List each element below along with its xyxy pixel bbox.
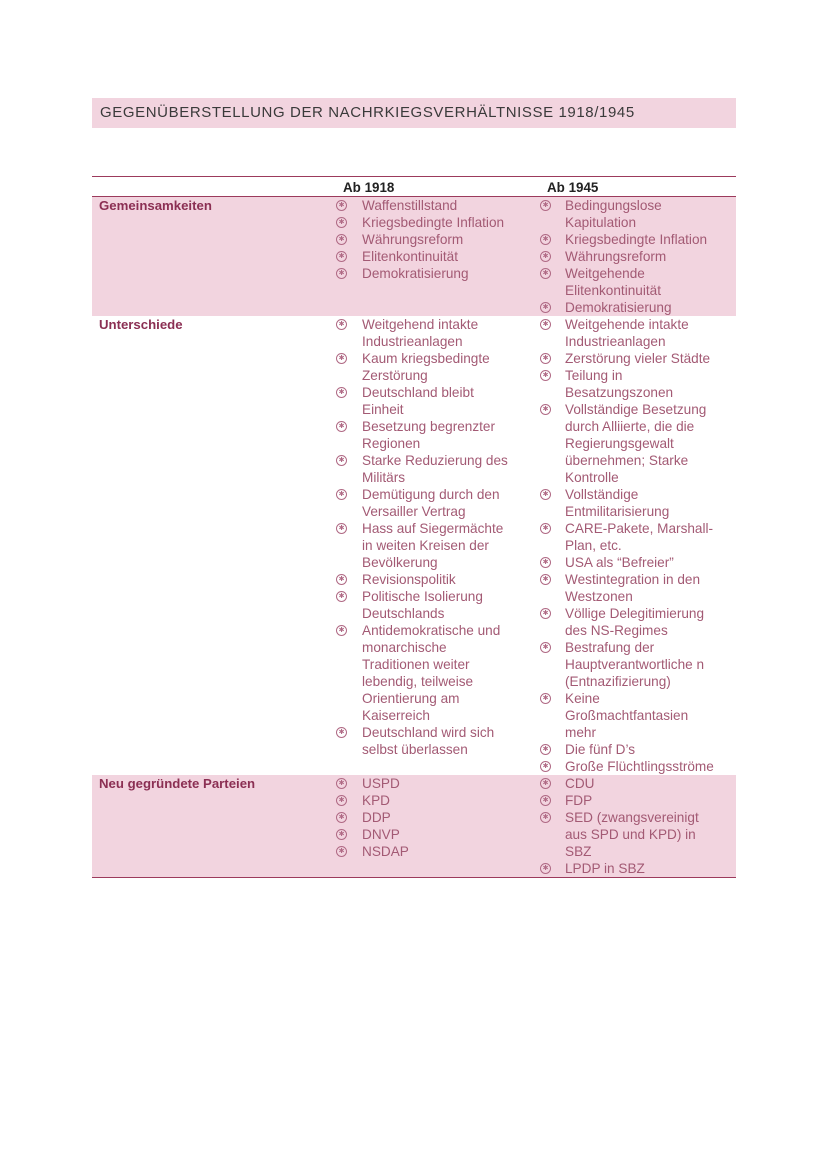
list-item	[333, 809, 511, 826]
asterisk-circle-icon: ✱	[540, 268, 551, 279]
list-item	[539, 486, 717, 520]
header-empty	[92, 177, 324, 197]
asterisk-circle-icon: ✱	[336, 234, 347, 245]
list-item	[539, 809, 717, 860]
asterisk-circle-icon: ✱	[336, 268, 347, 279]
asterisk-circle-icon: ✱	[540, 302, 551, 313]
asterisk-circle-icon: ✱	[540, 642, 551, 653]
row-label-neu-gegründete-parteien: Neu gegründete Parteien	[92, 775, 324, 878]
list-item-text: Vollständige Entmilitarisierung	[565, 487, 670, 519]
list-item-text: USA als “Befreier”	[565, 555, 674, 570]
table-row	[92, 775, 736, 878]
table-header-row	[92, 177, 736, 197]
title-bar	[92, 98, 736, 128]
list-item-text: Kriegsbedingte Inflation	[362, 215, 505, 230]
cell-ab-1918	[324, 316, 542, 775]
asterisk-circle-icon: ✱	[336, 200, 347, 211]
list-item	[333, 622, 511, 724]
list-item-text: Bedingungslose Kapitulation	[565, 198, 662, 230]
list-item-text: Besetzung begrenzter Regionen	[362, 419, 496, 451]
table-row	[92, 316, 736, 775]
header-ab-1945: Ab 1945	[542, 177, 736, 197]
list-item-text: Kriegsbedingte Inflation	[565, 232, 708, 247]
asterisk-circle-icon: ✱	[336, 387, 347, 398]
table-row	[92, 197, 736, 317]
list-item-text: Elitenkontinuität	[362, 249, 458, 264]
list-item	[333, 520, 511, 571]
header-ab-1918: Ab 1918	[324, 177, 542, 197]
list-item-text: Keine Großmachtfantasien mehr	[565, 691, 689, 740]
list-item	[539, 316, 717, 350]
list-item	[333, 418, 511, 452]
asterisk-circle-icon: ✱	[336, 727, 347, 738]
asterisk-circle-icon: ✱	[540, 404, 551, 415]
list-item-text: Starke Reduzierung des Militärs	[362, 453, 508, 485]
asterisk-circle-icon: ✱	[540, 812, 551, 823]
list-item	[333, 775, 511, 792]
list-item-text: DDP	[362, 810, 391, 825]
list-item	[539, 248, 717, 265]
list-item	[539, 265, 717, 299]
list-item	[333, 350, 511, 384]
list-item	[333, 826, 511, 843]
list-item-text: Teilung in Besatzungszonen	[565, 368, 674, 400]
list-item	[539, 571, 717, 605]
asterisk-circle-icon: ✱	[540, 370, 551, 381]
list-item-text: Demokratisierung	[565, 300, 672, 315]
asterisk-circle-icon: ✱	[336, 217, 347, 228]
list-item	[539, 520, 717, 554]
asterisk-circle-icon: ✱	[336, 421, 347, 432]
list-item-text: Vollständige Besetzung durch Alliierte, die die Regierungsgewalt übernehmen; Starke Kontrolle	[565, 402, 707, 485]
list-item	[333, 486, 511, 520]
list-item	[539, 775, 717, 792]
list-item-text: Demokratisierung	[362, 266, 469, 281]
asterisk-circle-icon: ✱	[336, 353, 347, 364]
list-item-text: DNVP	[362, 827, 400, 842]
list-item	[539, 639, 717, 690]
asterisk-circle-icon: ✱	[336, 523, 347, 534]
list-item-text: Zerstörung vieler Städte	[565, 351, 711, 366]
list-item	[333, 571, 511, 588]
list-item	[539, 690, 717, 741]
asterisk-circle-icon: ✱	[336, 846, 347, 857]
list-item	[539, 197, 717, 231]
asterisk-circle-icon: ✱	[336, 625, 347, 636]
asterisk-circle-icon: ✱	[540, 557, 551, 568]
asterisk-circle-icon: ✱	[540, 608, 551, 619]
list-item-text: CARE-Pakete, Marshall-Plan, etc.	[565, 521, 714, 553]
list-item-text: KPD	[362, 793, 390, 808]
list-item	[333, 843, 511, 860]
asterisk-circle-icon: ✱	[336, 455, 347, 466]
list-item-text: Bestrafung der Hauptverantwortliche n (Entnazifizierung)	[565, 640, 705, 689]
list-item-text: Demütigung durch den Versailler Vertrag	[362, 487, 500, 519]
bullet-list	[539, 197, 717, 316]
list-item-text: LPDP in SBZ	[565, 861, 645, 876]
list-item	[333, 452, 511, 486]
list-item	[539, 860, 717, 877]
list-item	[333, 231, 511, 248]
asterisk-circle-icon: ✱	[336, 812, 347, 823]
cell-ab-1918	[324, 197, 542, 317]
asterisk-circle-icon: ✱	[540, 795, 551, 806]
list-item	[333, 265, 511, 282]
list-item	[539, 401, 717, 486]
cell-ab-1945	[542, 316, 736, 775]
asterisk-circle-icon: ✱	[540, 200, 551, 211]
list-item-text: Revisionspolitik	[362, 572, 456, 587]
asterisk-circle-icon: ✱	[336, 574, 347, 585]
cell-ab-1918	[324, 775, 542, 878]
list-item-text: USPD	[362, 776, 400, 791]
list-item	[539, 299, 717, 316]
list-item-text: Große Flüchtlingsströme	[565, 759, 714, 774]
asterisk-circle-icon: ✱	[540, 574, 551, 585]
list-item	[539, 758, 717, 775]
asterisk-circle-icon: ✱	[540, 761, 551, 772]
list-item	[333, 214, 511, 231]
list-item-text: Westintegration in den Westzonen	[565, 572, 701, 604]
list-item	[333, 792, 511, 809]
asterisk-circle-icon: ✱	[540, 251, 551, 262]
bullet-list	[92, 316, 511, 758]
list-item-text: Kaum kriegsbedingte Zerstörung	[362, 351, 490, 383]
list-item	[333, 384, 511, 418]
list-item	[539, 605, 717, 639]
row-label-unterschiede: Unterschiede	[99, 317, 183, 332]
asterisk-circle-icon: ✱	[336, 251, 347, 262]
list-item-text: Währungsreform	[362, 232, 464, 247]
cell-ab-1945	[542, 775, 736, 878]
asterisk-circle-icon: ✱	[540, 863, 551, 874]
list-item	[539, 350, 717, 367]
asterisk-circle-icon: ✱	[336, 591, 347, 602]
list-item	[539, 741, 717, 758]
comparison-table	[92, 176, 736, 878]
list-item-text: Waffenstillstand	[362, 198, 458, 213]
row-label-gemeinsamkeiten: Gemeinsamkeiten	[92, 197, 324, 317]
asterisk-circle-icon: ✱	[540, 319, 551, 330]
page-title: GEGENÜBERSTELLUNG DER NACHRKIEGSVERHÄLTNISSE 1918/1945	[100, 104, 635, 121]
list-item-text: SED (zwangsvereinigt aus SPD und KPD) in SBZ	[565, 810, 699, 859]
cell-ab-1945	[542, 197, 736, 317]
list-item-text: Weitgehende intakte Industrieanlagen	[565, 317, 689, 349]
bullet-list	[539, 316, 717, 775]
list-item	[333, 197, 511, 214]
list-item-text: NSDAP	[362, 844, 409, 859]
asterisk-circle-icon: ✱	[540, 234, 551, 245]
list-item-text: FDP	[565, 793, 593, 808]
asterisk-circle-icon: ✱	[336, 778, 347, 789]
list-item	[333, 724, 511, 758]
list-item	[539, 231, 717, 248]
list-item-text: Deutschland bleibt Einheit	[362, 385, 474, 417]
list-item-text: Antidemokratische und monarchische Traditionen weiter lebendig, teilweise Orientierung am Kaiserreich	[362, 623, 501, 723]
list-item	[333, 316, 511, 350]
list-item-text: Weitgehende Elitenkontinuität	[565, 266, 661, 298]
list-item-text: Völlige Delegitimierung des NS-Regimes	[565, 606, 705, 638]
list-item-text: Die fünf D’s	[565, 742, 636, 757]
list-item-text: Hass auf Siegermächte in weiten Kreisen der Bevölkerung	[362, 521, 504, 570]
asterisk-circle-icon: ✱	[540, 353, 551, 364]
asterisk-circle-icon: ✱	[336, 319, 347, 330]
asterisk-circle-icon: ✱	[336, 795, 347, 806]
list-item	[539, 367, 717, 401]
asterisk-circle-icon: ✱	[540, 523, 551, 534]
list-item-text: Weitgehend intakte Industrieanlagen	[362, 317, 479, 349]
list-item	[539, 792, 717, 809]
list-item-text: CDU	[565, 776, 595, 791]
list-item-text: Deutschland wird sich selbst überlassen	[362, 725, 495, 757]
list-item	[333, 588, 511, 622]
asterisk-circle-icon: ✱	[540, 489, 551, 500]
list-item	[333, 248, 511, 265]
asterisk-circle-icon: ✱	[540, 778, 551, 789]
asterisk-circle-icon: ✱	[540, 744, 551, 755]
asterisk-circle-icon: ✱	[336, 489, 347, 500]
list-item-text: Währungsreform	[565, 249, 667, 264]
asterisk-circle-icon: ✱	[336, 829, 347, 840]
list-item-text: Politische Isolierung Deutschlands	[362, 589, 483, 621]
bullet-list	[539, 775, 717, 877]
list-item	[539, 554, 717, 571]
asterisk-circle-icon: ✱	[540, 693, 551, 704]
